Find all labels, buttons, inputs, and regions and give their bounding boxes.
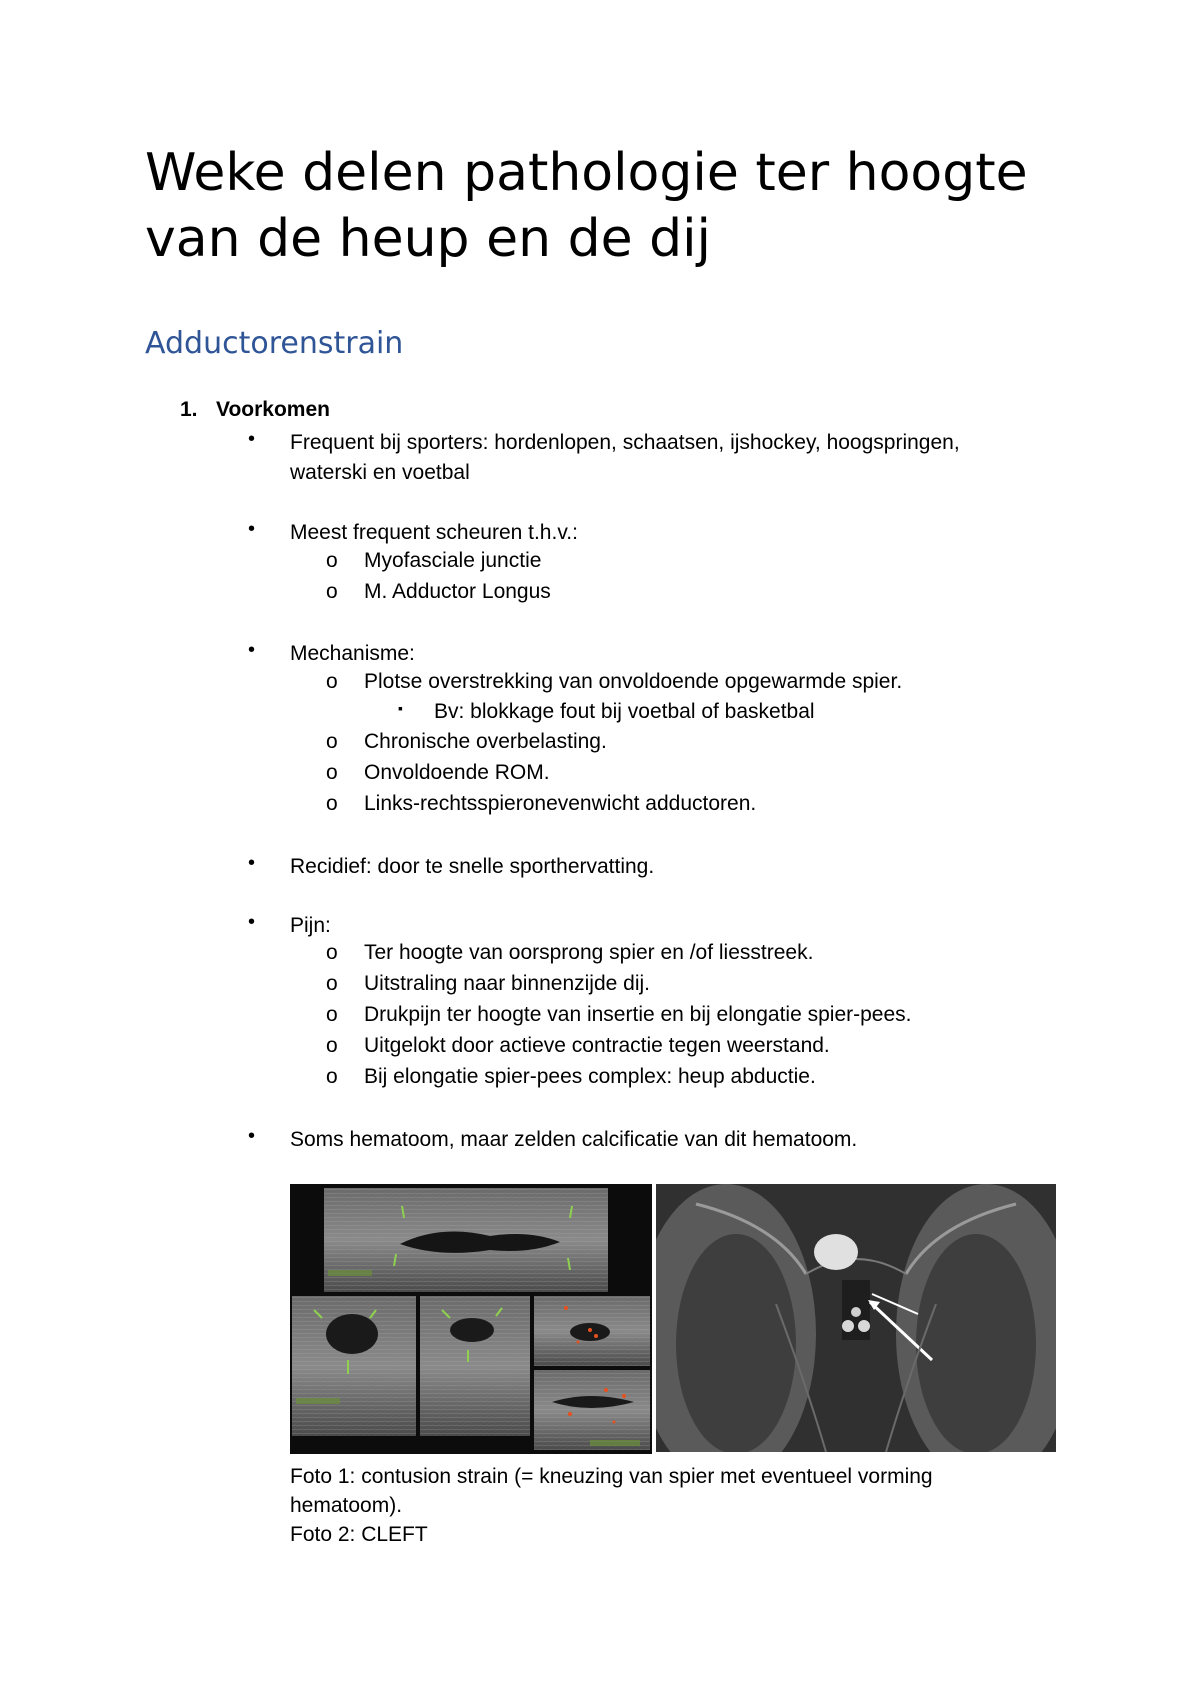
numbered-heading	[180, 398, 330, 422]
caption-foto1: Foto 1: contusion strain (= kneuzing van spier met eventueel vorming hematoom).	[290, 1465, 933, 1517]
sub-item-text: Onvoldoende ROM.	[364, 761, 550, 784]
sub-sub-item-text: Bv: blokkage fout bij voetbal of basketbal	[434, 700, 815, 723]
heading-number: 1.	[180, 398, 198, 421]
mri-image	[656, 1184, 1056, 1452]
sub-item-text: Chronische overbelasting.	[364, 730, 607, 753]
heading-label: Voorkomen	[216, 398, 330, 421]
sub-item-text: Myofasciale junctie	[364, 549, 542, 572]
bullet-text: Meest frequent scheuren t.h.v.:	[290, 521, 578, 544]
page-title: Weke delen pathologie ter hoogte van de heup en de dij	[145, 143, 1028, 269]
ultrasound-panels	[290, 1184, 652, 1454]
circle-marker: o	[326, 580, 338, 603]
circle-marker: o	[326, 792, 338, 815]
sub-item-text: Bij elongatie spier-pees complex: heup abductie.	[364, 1065, 816, 1088]
sub-item-text: Plotse overstrekking van onvoldoende opgewarmde spier.	[364, 670, 903, 693]
bullet-text: Mechanisme:	[290, 642, 415, 665]
caption-foto2: Foto 2: CLEFT	[290, 1523, 428, 1546]
circle-marker: o	[326, 1003, 338, 1026]
sub-item-text: Uitstraling naar binnenzijde dij.	[364, 972, 650, 995]
circle-marker: o	[326, 670, 338, 693]
bullet-marker: •	[248, 1125, 256, 1147]
ultrasound-image	[290, 1184, 652, 1454]
bullet-marker: •	[248, 428, 256, 450]
circle-marker: o	[326, 730, 338, 753]
circle-marker: o	[326, 1065, 338, 1088]
bullet-text: Pijn:	[290, 914, 331, 937]
sub-item-text: Links-rechtsspieronevenwicht adductoren.	[364, 792, 757, 815]
bullet-text: Soms hematoom, maar zelden calcificatie van dit hematoom.	[290, 1128, 858, 1151]
bullet-marker: •	[248, 639, 256, 661]
bullet-marker: •	[248, 518, 256, 540]
square-marker: ▪	[398, 700, 403, 716]
circle-marker: o	[326, 1034, 338, 1057]
circle-marker: o	[326, 941, 338, 964]
bullet-text: Frequent bij sporters: hordenlopen, schaatsen, ijshockey, hoogspringen, waterski en voetbal	[290, 431, 960, 484]
sub-item-text: Uitgelokt door actieve contractie tegen weerstand.	[364, 1034, 830, 1057]
circle-marker: o	[326, 761, 338, 784]
bullet-marker: •	[248, 852, 256, 874]
sub-item-text: Ter hoogte van oorsprong spier en /of liesstreek.	[364, 941, 814, 964]
circle-marker: o	[326, 972, 338, 995]
figure-pair	[290, 1184, 1056, 1454]
section-heading: Adductorenstrain	[145, 326, 404, 361]
bullet-marker: •	[248, 911, 256, 933]
circle-marker: o	[326, 549, 338, 572]
sub-item-text: M. Adductor Longus	[364, 580, 551, 603]
figure-caption	[290, 1462, 1010, 1549]
sub-item-text: Drukpijn ter hoogte van insertie en bij elongatie spier-pees.	[364, 1003, 912, 1026]
mri-scan	[656, 1184, 1056, 1452]
bullet-text: Recidief: door te snelle sporthervatting.	[290, 855, 655, 878]
